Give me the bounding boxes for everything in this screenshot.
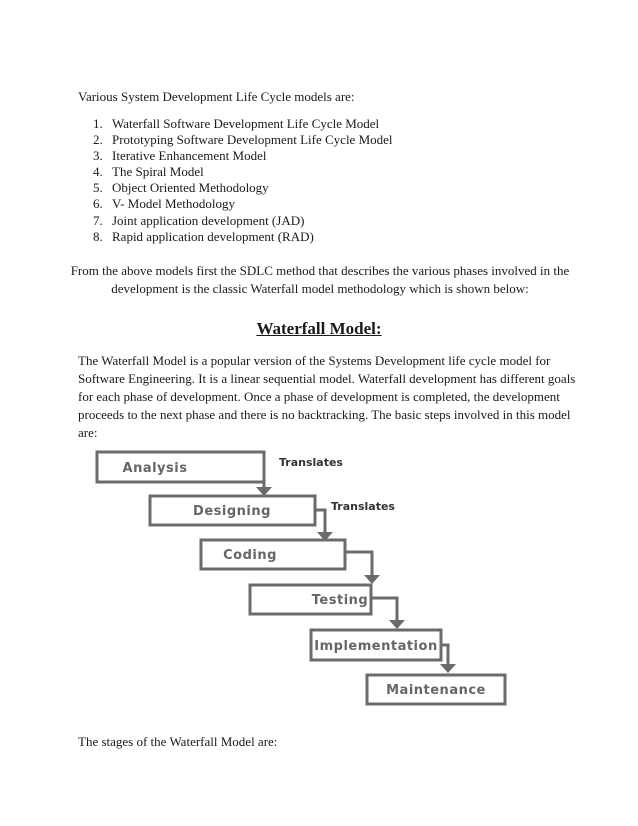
- description-paragraph: [78, 352, 576, 442]
- stage-analysis: [97, 452, 264, 482]
- list-item-label: Joint application development (JAD): [112, 212, 305, 228]
- stage-testing: [250, 585, 371, 614]
- stage-label: Designing: [193, 504, 271, 519]
- stage-label: Analysis: [122, 461, 188, 476]
- flow-arrow: [371, 598, 397, 622]
- stage-implementation: [311, 630, 441, 660]
- list-number: 8.: [93, 228, 103, 244]
- paragraph-line: for each phase of development. Once a phase of development is completed, the development: [78, 389, 560, 404]
- stage-label: Maintenance: [386, 683, 486, 698]
- flow-arrow-head: [364, 575, 380, 584]
- flow-arrow: [345, 552, 372, 577]
- list-number: 1.: [93, 116, 103, 131]
- list-item-label: Iterative Enhancement Model: [112, 148, 267, 164]
- waterfall-diagram: [0, 440, 638, 715]
- list-number: 7.: [93, 212, 103, 228]
- list-item-label: The Spiral Model: [112, 164, 204, 180]
- stage-coding: [201, 540, 345, 569]
- list-item: [78, 180, 393, 196]
- stage-designing: [150, 496, 315, 525]
- list-item-label: Prototyping Software Development Life Cycle Model: [112, 132, 393, 148]
- list-item-label: V- Model Methodology: [112, 196, 236, 212]
- list-item-label: Object Oriented Methodology: [112, 180, 269, 196]
- paragraph-line: The Waterfall Model is a popular version of the Systems Development life cycle model for: [78, 353, 551, 368]
- list-item: [78, 116, 393, 132]
- list-number: 3.: [93, 148, 103, 164]
- stage-label: Implementation: [314, 639, 438, 654]
- list-item: [78, 213, 393, 229]
- sdlc-models-list: [78, 116, 393, 245]
- overview-paragraph: From the above models first the SDLC method that describes the various phases involved in the development is the classic Waterfall model methodology which is shown below:: [70, 263, 570, 296]
- stage-label: Coding: [223, 548, 277, 563]
- flow-arrow-head: [440, 664, 456, 673]
- models-intro: Various System Development Life Cycle models are:: [78, 89, 355, 104]
- list-item: [78, 148, 393, 164]
- paragraph-line: proceeds to the next phase and there is no backtracking. The basic steps involved in this model: [78, 407, 571, 422]
- paragraph-line: are:: [78, 425, 98, 440]
- section-heading: Waterfall Model:: [256, 319, 382, 338]
- list-item: [78, 229, 393, 245]
- list-item: [78, 132, 393, 148]
- stage-maintenance: [367, 675, 505, 704]
- stages-intro: The stages of the Waterfall Model are:: [78, 734, 278, 749]
- list-number: 2.: [93, 132, 103, 148]
- translates-label: Translates: [331, 500, 395, 513]
- list-item: [78, 196, 393, 212]
- paragraph-line: Software Engineering. It is a linear sequential model. Waterfall development has different goals: [78, 371, 576, 386]
- flow-arrow-head: [389, 620, 405, 629]
- list-item-label: Waterfall Software Development Life Cycle Model: [112, 116, 380, 131]
- stage-label: Testing: [311, 593, 369, 608]
- translates-label: Translates: [279, 456, 343, 469]
- list-number: 6.: [93, 196, 103, 212]
- waterfall-diagram-svg: [0, 440, 638, 715]
- list-item: [78, 164, 393, 180]
- list-item-label: Rapid application development (RAD): [112, 228, 314, 244]
- list-number: 4.: [93, 164, 103, 180]
- list-number: 5.: [93, 180, 103, 196]
